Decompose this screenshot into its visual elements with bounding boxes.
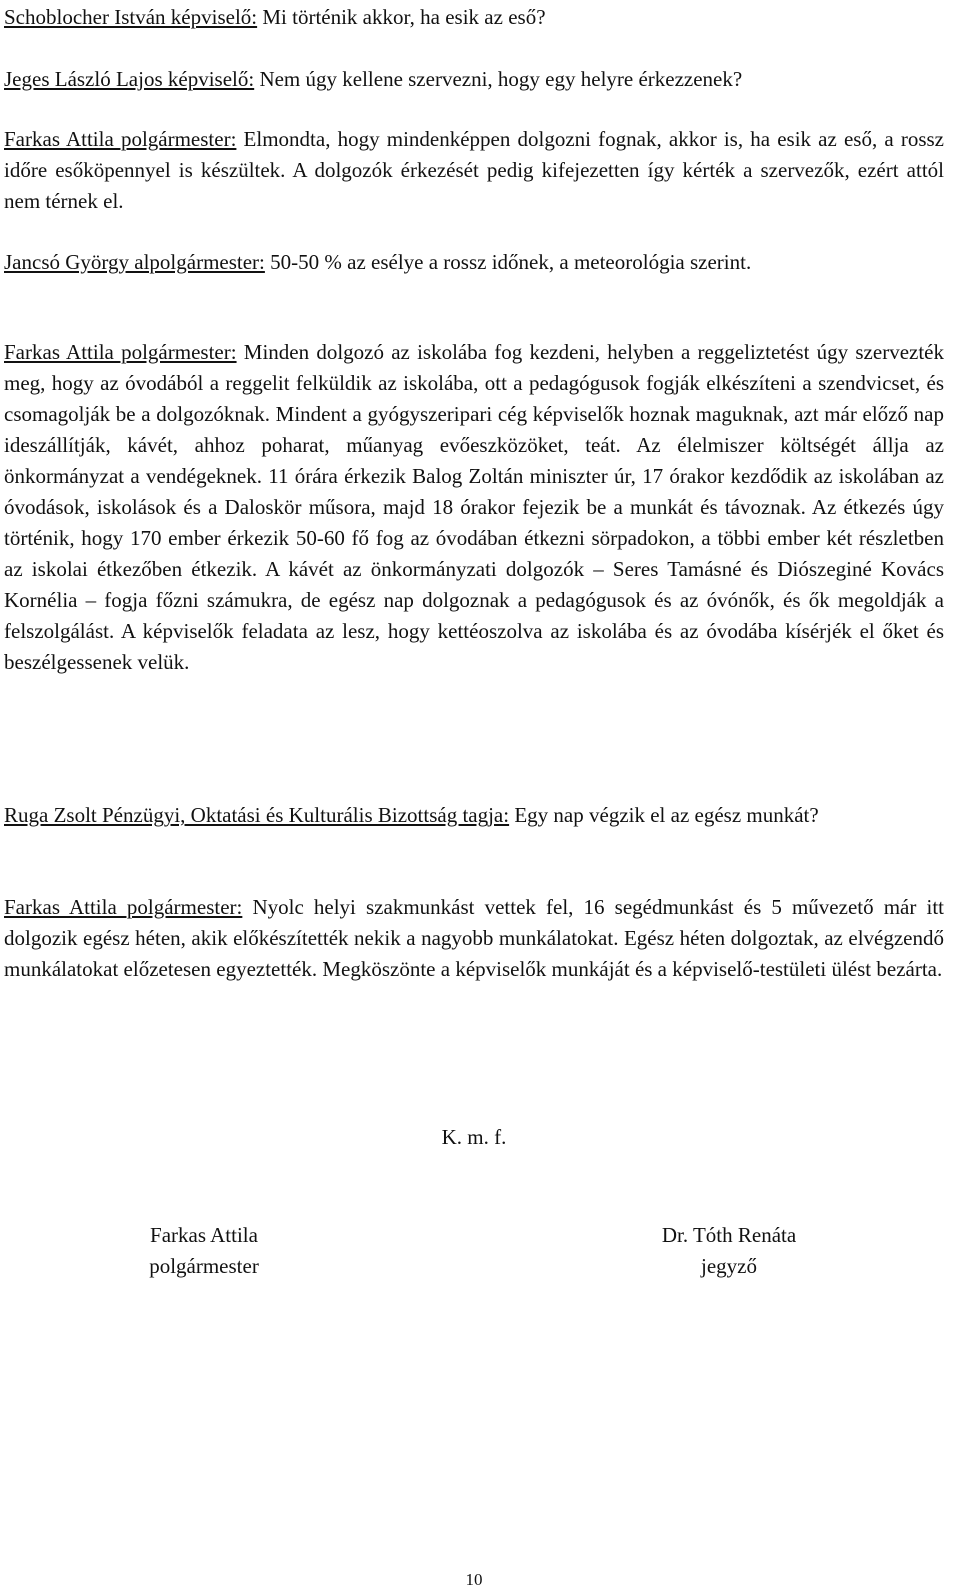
paragraph-7 xyxy=(4,892,944,985)
signature-title: polgármester xyxy=(149,1254,259,1278)
paragraph-6 xyxy=(4,800,944,831)
speaker-name: Farkas Attila polgármester: xyxy=(4,895,243,919)
page-number: 10 xyxy=(465,1570,483,1589)
speaker-name: Ruga Zsolt Pénzügyi, Oktatási és Kulturális Bizottság tagja: xyxy=(4,803,510,827)
signature-title: jegyző xyxy=(701,1254,757,1278)
paragraph-4 xyxy=(4,247,944,278)
speaker-name: Farkas Attila polgármester: xyxy=(4,340,237,364)
paragraph-text: Elmondta, hogy mindenképpen dolgozni fognak, akkor is, ha esik az eső, a rossz időre esőköpennyel is készültek. A dolgozók érkezését pedig kifejezetten így kérték a szervezők, ezért attól nem térnek el. xyxy=(4,127,944,213)
paragraph-text: Minden dolgozó az iskolába fog kezdeni, helyben a reggeliztetést úgy szervezték meg, hogy az óvodából a reggelit felküldik az iskolába, ott a pedagógusok fogják elkészíteni a szendvicset, és csomagolják be a dolgozóknak. Mindent a gyógyszeripari cég képviselők hoznak maguknak, azt már előző nap ideszállítják, kávét, ahhoz poharat, műanyag evőeszközöket, teát. Az élelmiszer költségét állja az önkormányzat a vendégeknek. 11 órára érkezik Balog Zoltán miniszter úr, 17 órakor kezdődik az iskolában az óvodások, iskolások és a Daloskör műsora, majd 18 órakor fejezik be a munkát és távoznak. Az étkezés úgy történik, hogy 170 ember érkezik 50-60 fő fog az óvodában étkezni sörpadokon, a többi ember két részletben az iskolai étkezőben étkezik. A kávét az önkormányzati dolgozók – Seres Tamásné és Diószeginé Kovács Kornélia – fogja főzni számukra, de egész nap dolgoznak a pedagógusok és az óvónők, és ők megoldják a felszolgálást. A képviselők feladata az lesz, hogy kettéoszolva az iskolába és az óvodába kísérjék el őket és beszélgessenek velük. xyxy=(4,340,944,674)
paragraph-text: Nyolc helyi szakmunkást vettek fel, 16 segédmunkást és 5 művezető már itt dolgozik egész héten, akik előkészítették nekik a nagyobb munkálatokat. Egész héten dolgoztak, az elvégzendő munkálatokat előzetesen egyeztették. Megköszönte a képviselők munkáját és a képviselő-testületi ülést bezárta. xyxy=(4,895,944,981)
paragraph-1 xyxy=(4,2,944,33)
paragraph-2 xyxy=(4,64,944,95)
signature-name: Dr. Tóth Renáta xyxy=(661,1223,797,1247)
signature-block-right xyxy=(634,1220,824,1282)
speaker-name: Jeges László Lajos képviselő: xyxy=(4,67,255,91)
closing-kmf: K. m. f. xyxy=(441,1125,507,1149)
speaker-name: Schoblocher István képviselő: xyxy=(4,5,258,29)
signature-block-left xyxy=(124,1220,284,1282)
paragraph-5 xyxy=(4,337,944,678)
paragraph-3 xyxy=(4,124,944,217)
signature-name: Farkas Attila xyxy=(150,1223,258,1247)
paragraph-text: Mi történik akkor, ha esik az eső? xyxy=(257,5,546,29)
speaker-name: Jancsó György alpolgármester: xyxy=(4,250,265,274)
speaker-name: Farkas Attila polgármester: xyxy=(4,127,237,151)
paragraph-text: Nem úgy kellene szervezni, hogy egy helyre érkezzenek? xyxy=(254,67,743,91)
paragraph-text: 50-50 % az esélye a rossz időnek, a meteorológia szerint. xyxy=(264,250,752,274)
paragraph-text: Egy nap végzik el az egész munkát? xyxy=(509,803,819,827)
